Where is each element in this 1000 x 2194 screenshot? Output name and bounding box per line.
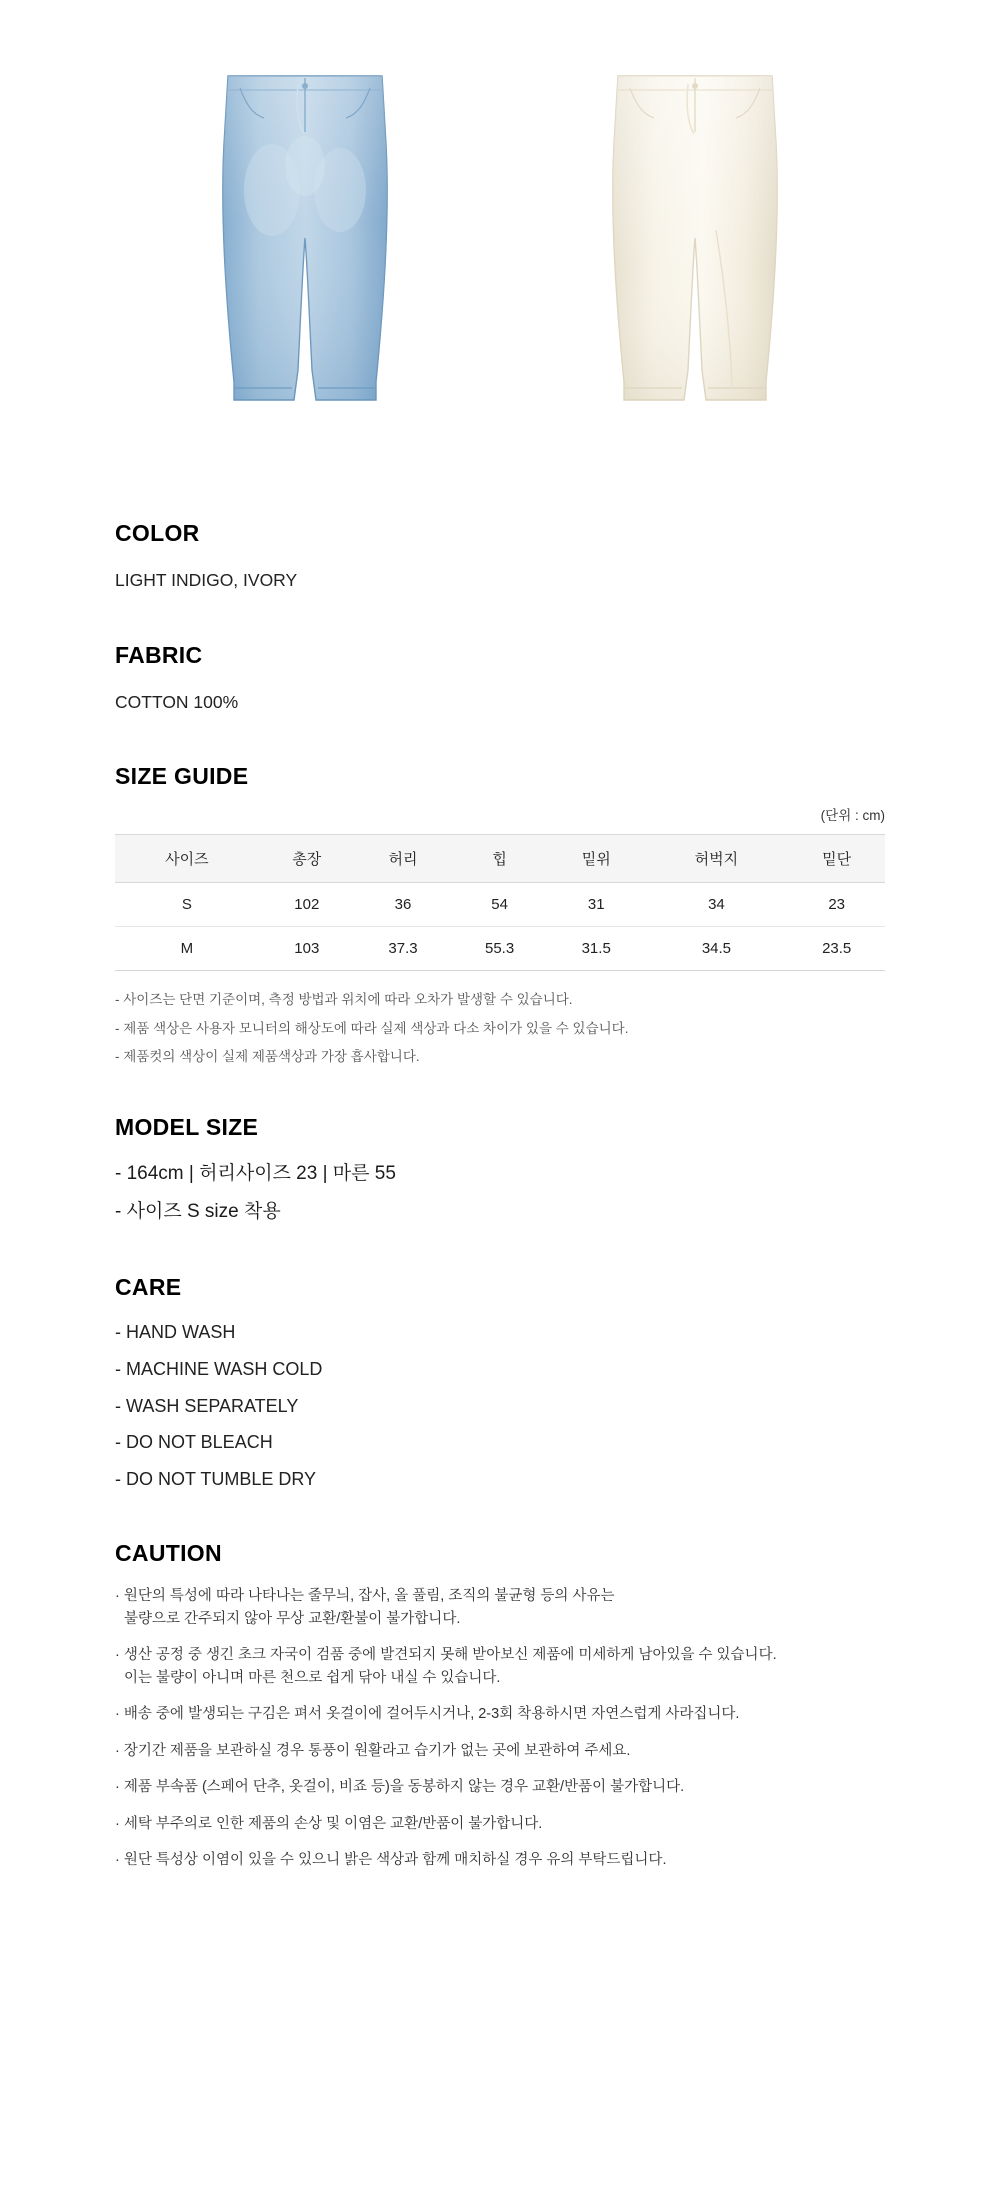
care-line: - HAND WASH: [115, 1321, 236, 1342]
cell-hem: 23.5: [788, 927, 885, 971]
size-note: - 제품컷의 색상이 실제 제품색상과 가장 흡사합니다.: [115, 1049, 420, 1065]
product-image-light-indigo: [140, 60, 470, 480]
caution-item: [115, 1813, 885, 1835]
caution-item: [115, 1849, 885, 1871]
product-image-gallery: [0, 0, 1000, 520]
size-note: - 사이즈는 단면 기준이며, 측정 방법과 위치에 따라 오차가 발생할 수 있습니다.: [115, 992, 573, 1008]
cell-waist: 36: [355, 883, 452, 927]
color-heading: COLOR: [115, 520, 200, 546]
caution-item-main: · 배송 중에 발생되는 구김은 펴서 옷걸이에 걸어두시거나, 2-3회 착용하시면 자연스럽게 사라집니다.: [115, 1706, 740, 1723]
caution-item-main: · 원단 특성상 이염이 있을 수 있으니 밝은 색상과 함께 매치하실 경우 유의 부탁드립니다.: [115, 1852, 667, 1869]
col-hem: 밑단: [788, 835, 885, 883]
cell-size: M: [115, 927, 259, 971]
care-heading: CARE: [115, 1273, 182, 1300]
caution-item: [115, 1703, 885, 1725]
product-image-ivory: [530, 60, 860, 480]
model-size-heading: MODEL SIZE: [115, 1114, 259, 1141]
caution-heading: CAUTION: [115, 1540, 222, 1567]
col-rise: 밑위: [548, 835, 645, 883]
table-row: [115, 927, 885, 971]
col-thigh: 허벅지: [645, 835, 789, 883]
caution-item-main: · 장기간 제품을 보관하실 경우 통풍이 원활라고 습기가 없는 곳에 보관하여 주세요.: [115, 1742, 631, 1759]
product-detail-content: [0, 520, 1000, 1871]
cell-rise: 31: [548, 883, 645, 927]
care-line: - DO NOT BLEACH: [115, 1432, 273, 1453]
care-line: - DO NOT TUMBLE DRY: [115, 1469, 317, 1490]
size-unit-note: (단위 : cm): [820, 808, 885, 824]
caution-item-sub: 이는 불량이 아니며 마른 천으로 쉽게 닦아 내실 수 있습니다.: [124, 1669, 501, 1686]
bottom-spacer: [0, 1917, 1000, 2007]
fabric-heading: FABRIC: [115, 641, 203, 668]
cell-length: 102: [259, 883, 355, 927]
model-size-line: - 사이즈 S size 착용: [115, 1201, 281, 1223]
cell-hem: 23: [788, 883, 885, 927]
cell-rise: 31.5: [548, 927, 645, 971]
cell-hip: 54: [451, 883, 548, 927]
size-guide-table: [115, 834, 885, 971]
cell-thigh: 34.5: [645, 927, 789, 971]
cell-size: S: [115, 883, 259, 927]
cell-hip: 55.3: [451, 927, 548, 971]
cell-thigh: 34: [645, 883, 789, 927]
col-length: 총장: [259, 835, 355, 883]
caution-item-main: · 제품 부속품 (스페어 단추, 옷걸이, 비죠 등)을 동봉하지 않는 경우 교환/반품이 불가합니다.: [115, 1779, 685, 1796]
color-value: LIGHT INDIGO, IVORY: [115, 570, 298, 590]
col-hip: 힙: [451, 835, 548, 883]
care-line: - MACHINE WASH COLD: [115, 1358, 323, 1379]
section-size-guide: [115, 763, 885, 1068]
section-color: [115, 520, 885, 596]
size-guide-heading: SIZE GUIDE: [115, 763, 249, 790]
caution-item: [115, 1644, 885, 1689]
model-size-line: - 164cm | 허리사이즈 23 | 마른 55: [115, 1163, 396, 1185]
col-size: 사이즈: [115, 835, 259, 883]
caution-item: [115, 1740, 885, 1762]
fabric-value: COTTON 100%: [115, 691, 239, 712]
care-line: - WASH SEPARATELY: [115, 1395, 299, 1416]
table-row: [115, 883, 885, 927]
care-list: [115, 1319, 885, 1494]
cell-length: 103: [259, 927, 355, 971]
ivory-jeans-illustration: [590, 70, 800, 410]
section-care: [115, 1274, 885, 1494]
section-model-size: [115, 1114, 885, 1228]
caution-item-main: · 원단의 특성에 따라 나타나는 줄무늬, 잡사, 올 풀림, 조직의 불균형 등의 사유는: [115, 1588, 615, 1605]
cell-waist: 37.3: [355, 927, 452, 971]
section-fabric: [115, 642, 885, 718]
size-note: - 제품 색상은 사용자 모니터의 해상도에 따라 실제 색상과 다소 차이가 있을 수 있습니다.: [115, 1020, 629, 1036]
light-indigo-jeans-illustration: [200, 70, 410, 410]
table-header-row: [115, 835, 885, 883]
model-size-list: [115, 1159, 885, 1228]
size-guide-notes: [115, 989, 885, 1068]
section-caution: [115, 1540, 885, 1871]
col-waist: 허리: [355, 835, 452, 883]
caution-item: [115, 1776, 885, 1798]
caution-item-main: · 생산 공정 중 생긴 초크 자국이 검품 중에 발견되지 못해 받아보신 제품에 미세하게 남아있을 수 있습니다.: [115, 1647, 777, 1664]
caution-item-main: · 세탁 부주의로 인한 제품의 손상 및 이염은 교환/반품이 불가합니다.: [115, 1815, 543, 1832]
caution-list: [115, 1585, 885, 1871]
caution-item-sub: 불량으로 간주되지 않아 무상 교환/환불이 불가합니다.: [124, 1610, 461, 1627]
caution-item: [115, 1585, 885, 1630]
